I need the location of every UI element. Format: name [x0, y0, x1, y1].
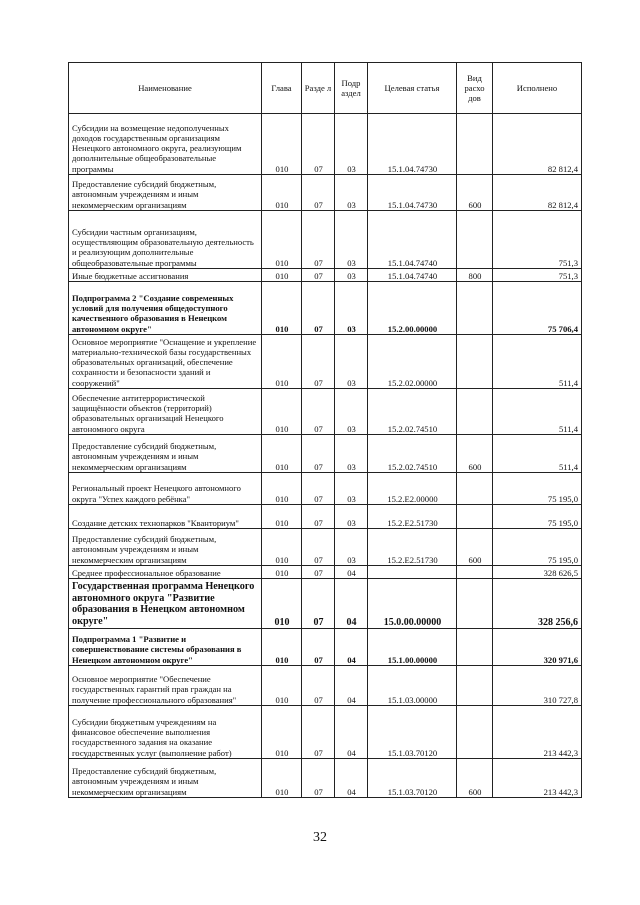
row-amount: 511,4 — [493, 435, 582, 473]
row-amount: 751,3 — [493, 269, 582, 282]
row-razdel: 07 — [302, 282, 335, 335]
row-podrazdel: 03 — [335, 435, 368, 473]
row-podrazdel: 03 — [335, 505, 368, 529]
row-vid — [457, 666, 493, 706]
row-glava: 010 — [262, 529, 302, 566]
row-name: Предоставление субсидий бюджетным, автономным учреждениям и иным некоммерческим организациям — [69, 759, 262, 798]
row-glava: 010 — [262, 706, 302, 759]
row-target: 15.1.04.74740 — [368, 211, 457, 269]
table-row — [69, 211, 582, 269]
row-vid — [457, 505, 493, 529]
row-vid — [457, 211, 493, 269]
row-glava: 010 — [262, 629, 302, 666]
row-amount: 511,4 — [493, 389, 582, 435]
row-target: 15.2.E2.51730 — [368, 529, 457, 566]
table-row — [69, 114, 582, 175]
table-row — [69, 566, 582, 579]
row-name: Предоставление субсидий бюджетным, автономным учреждениям и иным некоммерческим организациям — [69, 175, 262, 211]
row-glava: 010 — [262, 505, 302, 529]
row-amount: 213 442,3 — [493, 759, 582, 798]
table-row — [69, 435, 582, 473]
row-razdel: 07 — [302, 175, 335, 211]
row-name: Государственная программа Ненецкого автономного округа "Развитие образования в Ненецком автономном округе" — [69, 579, 262, 629]
row-name: Региональный проект Ненецкого автономного округа "Успех каждого ребёнка" — [69, 473, 262, 505]
row-razdel: 07 — [302, 579, 335, 629]
row-target: 15.1.04.74730 — [368, 114, 457, 175]
row-razdel: 07 — [302, 666, 335, 706]
table-row — [69, 389, 582, 435]
row-razdel: 07 — [302, 473, 335, 505]
row-amount: 82 812,4 — [493, 175, 582, 211]
row-podrazdel: 04 — [335, 629, 368, 666]
row-razdel: 07 — [302, 759, 335, 798]
row-podrazdel: 04 — [335, 579, 368, 629]
row-vid — [457, 629, 493, 666]
row-vid — [457, 335, 493, 389]
row-name: Иные бюджетные ассигнования — [69, 269, 262, 282]
row-vid — [457, 114, 493, 175]
row-amount: 75 195,0 — [493, 529, 582, 566]
row-name: Среднее профессиональное образование — [69, 566, 262, 579]
row-target: 15.2.02.74510 — [368, 435, 457, 473]
column-header-podrazdel: Подр аздел — [335, 63, 368, 114]
row-glava: 010 — [262, 114, 302, 175]
row-podrazdel: 03 — [335, 175, 368, 211]
row-name: Субсидии на возмещение недополученных доходов государственным организациям Ненецкого автономного округа, реализующим дополнительные общеобразовательные программы — [69, 114, 262, 175]
row-razdel: 07 — [302, 566, 335, 579]
row-name: Создание детских технопарков "Кванториум" — [69, 505, 262, 529]
row-amount: 75 706,4 — [493, 282, 582, 335]
row-glava: 010 — [262, 175, 302, 211]
row-razdel: 07 — [302, 114, 335, 175]
row-target: 15.1.04.74740 — [368, 269, 457, 282]
row-target — [368, 566, 457, 579]
row-podrazdel: 04 — [335, 706, 368, 759]
row-amount: 328 626,5 — [493, 566, 582, 579]
row-amount: 75 195,0 — [493, 505, 582, 529]
row-target: 15.1.04.74730 — [368, 175, 457, 211]
row-podrazdel: 03 — [335, 114, 368, 175]
row-vid — [457, 282, 493, 335]
row-target: 15.1.03.00000 — [368, 666, 457, 706]
table-header-row — [69, 63, 582, 114]
row-glava: 010 — [262, 282, 302, 335]
row-podrazdel: 03 — [335, 282, 368, 335]
row-glava: 010 — [262, 335, 302, 389]
row-amount: 75 195,0 — [493, 473, 582, 505]
row-target: 15.1.03.70120 — [368, 706, 457, 759]
row-name: Субсидии бюджетным учреждениям на финансовое обеспечение выполнения государственного задания на оказание государственных услуг (выполнение работ) — [69, 706, 262, 759]
table-row — [69, 505, 582, 529]
row-vid — [457, 579, 493, 629]
table-row — [69, 473, 582, 505]
column-header-done: Исполнено — [493, 63, 582, 114]
row-amount: 511,4 — [493, 335, 582, 389]
table-row — [69, 579, 582, 629]
row-podrazdel: 03 — [335, 269, 368, 282]
row-vid — [457, 566, 493, 579]
row-podrazdel: 04 — [335, 759, 368, 798]
row-glava: 010 — [262, 389, 302, 435]
column-header-vid: Вид расхо дов — [457, 63, 493, 114]
row-podrazdel: 03 — [335, 473, 368, 505]
row-vid: 600 — [457, 529, 493, 566]
row-razdel: 07 — [302, 335, 335, 389]
table-row — [69, 269, 582, 282]
row-amount: 310 727,8 — [493, 666, 582, 706]
row-glava: 010 — [262, 759, 302, 798]
row-name: Предоставление субсидий бюджетным, автономным учреждениям и иным некоммерческим организациям — [69, 529, 262, 566]
row-vid: 600 — [457, 435, 493, 473]
budget-table — [68, 62, 582, 798]
row-razdel: 07 — [302, 211, 335, 269]
row-razdel: 07 — [302, 706, 335, 759]
row-amount: 751,3 — [493, 211, 582, 269]
table-row — [69, 629, 582, 666]
column-header-target: Целевая статья — [368, 63, 457, 114]
table-row — [69, 666, 582, 706]
row-vid — [457, 389, 493, 435]
row-podrazdel: 04 — [335, 566, 368, 579]
row-amount: 213 442,3 — [493, 706, 582, 759]
table-row — [69, 335, 582, 389]
row-name: Предоставление субсидий бюджетным, автономным учреждениям и иным некоммерческим организациям — [69, 435, 262, 473]
row-name: Обеспечение антитеррористической защищённости объектов (территорий) образовательных организаций Ненецкого автономного округа — [69, 389, 262, 435]
row-glava: 010 — [262, 473, 302, 505]
row-vid: 600 — [457, 175, 493, 211]
row-target: 15.2.02.00000 — [368, 335, 457, 389]
row-name: Подпрограмма 1 "Развитие и совершенствование системы образования в Ненецком автономном округе" — [69, 629, 262, 666]
column-header-glava: Глава — [262, 63, 302, 114]
row-vid — [457, 706, 493, 759]
row-podrazdel: 04 — [335, 666, 368, 706]
table-row — [69, 529, 582, 566]
column-header-razdel: Разде л — [302, 63, 335, 114]
row-glava: 010 — [262, 435, 302, 473]
row-amount: 82 812,4 — [493, 114, 582, 175]
row-name: Подпрограмма 2 "Создание современных условий для получения общедоступного качественного образования в Ненецком автономном округе" — [69, 282, 262, 335]
row-podrazdel: 03 — [335, 335, 368, 389]
row-razdel: 07 — [302, 389, 335, 435]
page-number: 32 — [313, 830, 327, 845]
row-vid — [457, 473, 493, 505]
row-target: 15.1.00.00000 — [368, 629, 457, 666]
row-glava: 010 — [262, 566, 302, 579]
table-row — [69, 282, 582, 335]
row-glava: 010 — [262, 666, 302, 706]
row-target: 15.2.E2.51730 — [368, 505, 457, 529]
row-razdel: 07 — [302, 629, 335, 666]
row-glava: 010 — [262, 579, 302, 629]
table-row — [69, 759, 582, 798]
column-header-name: Наименование — [69, 63, 262, 114]
row-name: Основное мероприятие "Обеспечение государственных гарантий прав граждан на получение профессионального образования" — [69, 666, 262, 706]
row-target: 15.2.02.74510 — [368, 389, 457, 435]
row-podrazdel: 03 — [335, 211, 368, 269]
row-razdel: 07 — [302, 529, 335, 566]
row-amount: 328 256,6 — [493, 579, 582, 629]
row-vid: 600 — [457, 759, 493, 798]
row-razdel: 07 — [302, 505, 335, 529]
row-target: 15.1.03.70120 — [368, 759, 457, 798]
row-target: 15.2.00.00000 — [368, 282, 457, 335]
row-podrazdel: 03 — [335, 389, 368, 435]
table-row — [69, 175, 582, 211]
row-target: 15.0.00.00000 — [368, 579, 457, 629]
row-razdel: 07 — [302, 269, 335, 282]
row-glava: 010 — [262, 211, 302, 269]
row-name: Субсидии частным организациям, осуществляющим образовательную деятельность и реализующим дополнительные общеобразовательные программы — [69, 211, 262, 269]
row-vid: 800 — [457, 269, 493, 282]
row-podrazdel: 03 — [335, 529, 368, 566]
row-target: 15.2.E2.00000 — [368, 473, 457, 505]
row-razdel: 07 — [302, 435, 335, 473]
row-glava: 010 — [262, 269, 302, 282]
budget-table-page — [68, 62, 581, 798]
row-amount: 320 971,6 — [493, 629, 582, 666]
row-name: Основное мероприятие "Оснащение и укрепление материально-технической базы государственных образовательных организаций, обеспечение сохранности и безопасности зданий и сооружений" — [69, 335, 262, 389]
table-row — [69, 706, 582, 759]
